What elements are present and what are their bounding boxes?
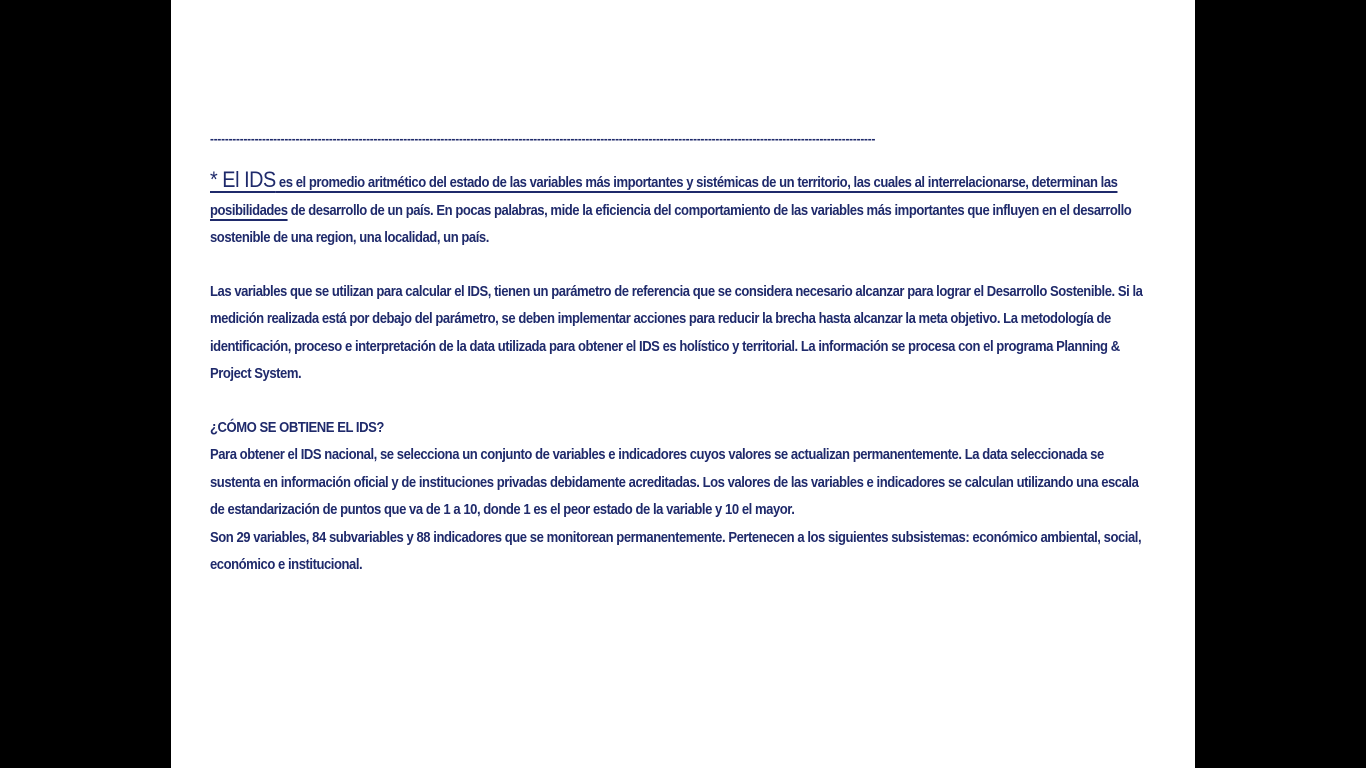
intro-underlined-text: es el promedio aritmético del estado de las variables más importantes y sistémicas de un territorio, las cuales al interrelacionarse, determinan las posibilidades	[210, 175, 1118, 219]
method-paragraph: Para obtener el IDS nacional, se selecciona un conjunto de variables e indicadores cuyos valores se actualizan permanentemente. La data seleccionada se sustenta en información oficial y de instituciones privadas debidamente acreditadas. Los valores de las variables e indicadores se calculan utilizando una escala de estandarización de puntos que va de 1 a 10, donde 1 es el peor estado de la variable y 10 el mayor.	[210, 447, 1139, 518]
dashed-divider: -----------------------------------------------------------------------------------------------------------------------------------------------------------------------------------	[210, 131, 876, 146]
variables-paragraph: Las variables que se utilizan para calcular el IDS, tienen un parámetro de referencia que se considera necesario alcanzar para lograr el Desarrollo Sostenible. Si la medición realizada está por debajo del parámetro, se deben implementar acciones para reducir la brecha hasta alcanzar la meta objetivo. La metodología de identificación, proceso e interpretación de la data utilizada para obtener el IDS es holístico y territorial. La información se procesa con el programa Planning & Project System.	[210, 283, 1143, 382]
document-body	[210, 128, 1146, 580]
intro-rest-text: de desarrollo de un país. En pocas palabras, mide la eficiencia del comportamiento de las variables más importantes que influyen en el desarrollo sostenible de una region, una localidad, un país.	[210, 202, 1132, 246]
intro-paragraph	[210, 166, 1146, 253]
slide	[171, 0, 1195, 768]
section-heading: ¿CÓMO SE OBTIENE EL IDS?	[210, 419, 384, 436]
intro-lead: * El IDS	[210, 167, 276, 192]
counts-paragraph: Son 29 variables, 84 subvariables y 88 indicadores que se monitorean permanentemente. Pertenecen a los siguientes subsistemas: económico ambiental, social, económico e institucional.	[210, 529, 1142, 573]
